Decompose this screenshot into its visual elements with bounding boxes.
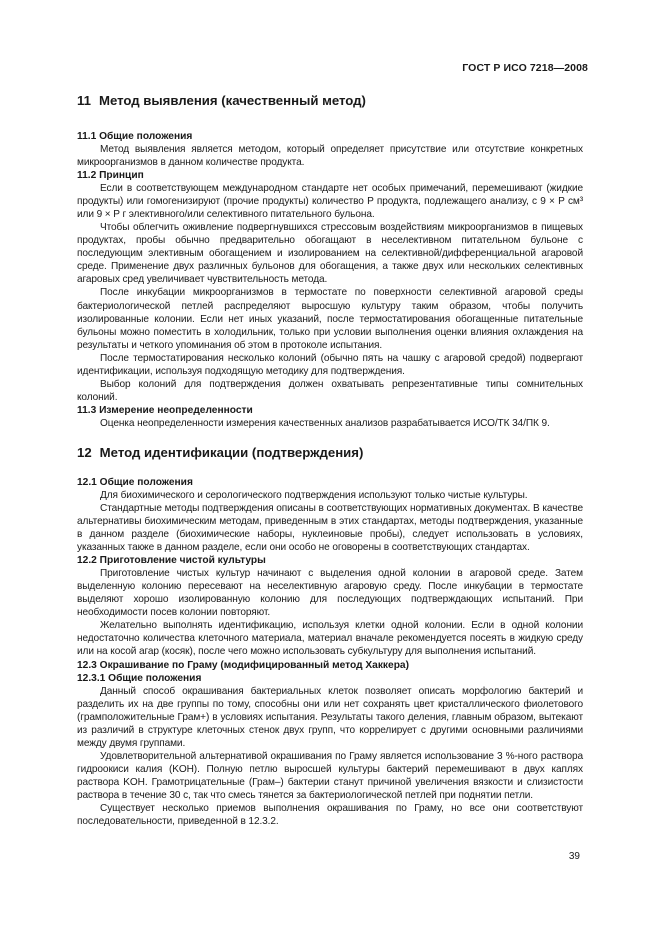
paragraph: Если в соответствующем международном стандарте нет особых примечаний, перемешивают (жидкие продукты) или гомогенизируют (прочие продукты) количество P продукта, подлежащего анализу, с 9 × P см³ или 9 × P г элективного/или селективного питательного бульона. bbox=[77, 183, 583, 221]
paragraph: Для биохимического и серологического подтверждения используют только чистые культуры. bbox=[100, 489, 528, 501]
paragraph: Метод выявления является методом, который определяет присутствие или отсутствие конкретных микроорганизмов в данном количестве продукта. bbox=[77, 144, 583, 169]
paragraph: После инкубации микроорганизмов в термостате по поверхности селективной агаровой среды бактериологической петлей распределяют выросшую культуру таким образом, чтобы получить изолированные колонии. Если нет иных указаний, после термостатирования обогащенные питательные бульоны можно поместить в холодильник, только при условии выполнения оценки влияния охлаждения на результаты и четкого упоминания об этом в протоколе испытания. bbox=[77, 287, 583, 351]
page-content bbox=[77, 92, 583, 828]
paragraph: Желательно выполнять идентификацию, используя клетки одной колонии. Если в одной колонии недостаточно количества клеточного материала, материал вначале рекомендуется посеять в жидкую среду или на косой агар (косяк), после чего можно использовать субкультуру для выполнения испытаний. bbox=[77, 620, 583, 658]
section-11-title: 11 Метод выявления (качественный метод) bbox=[77, 93, 366, 108]
heading-11-2: 11.2 Принцип bbox=[77, 170, 144, 182]
paragraph: Чтобы облегчить оживление подвергнувшихся стрессовым воздействиям микроорганизмов в пищевых продуктах, пробы обычно предварительно обогащают в неселективном питательном бульоне с последующим элективным обогащением и изолированием на селективной/дифференциальной агаровой среде. Применение двух различных бульонов для обогащения, а также двух или нескольких селективных агаровых сред увеличивает чувствительность метода. bbox=[77, 222, 583, 286]
page-number: 39 bbox=[568, 851, 580, 862]
heading-12-3-1: 12.3.1 Общие положения bbox=[77, 672, 202, 684]
paragraph: Стандартные методы подтверждения описаны в соответствующих нормативных документах. В качестве альтернативы биохимическим методам, приведенным в этих стандартах, методы подтверждения, указанные в данном разделе (биохимические наборы, нуклеиновые пробы), следует использовать в условиях, указанных также в данном разделе, если они особо не оговорены в соответствующих стандартах. bbox=[77, 502, 583, 554]
section-12-title: 12 Метод идентификации (подтверждения) bbox=[77, 444, 364, 460]
section-11-number: 11 bbox=[77, 93, 91, 108]
paragraph: Приготовление чистых культур начинают с выделения одной колонии в агаровой среде. Затем выделенную колонию пересевают на неселективную агаровую среду. После инкубации в термостате выделяют хорошо изолированную колонию для последующих подтверждающих испытаний. При необходимости посев колонии повторяют. bbox=[77, 568, 583, 619]
paragraph: Оценка неопределенности измерения качественных анализов разрабатывается ИСО/ТК 34/ПК 9. bbox=[100, 417, 550, 429]
paragraph: Удовлетворительной альтернативой окрашивания по Граму является использование 3 %-ного раствора гидроокиси калия (KOH). Полную петлю выросшей культуры бактерий перемешивают в двух каплях раствора KOH. Грамотрицательные (Грам–) бактерии станут причиной увеличения вязкости и слизистости раствора в течение 30 с, так что смесь тянется за бактериологической петлей при поднятии петли. bbox=[77, 750, 583, 801]
paragraph: После термостатирования несколько колоний (обычно пять на чашку с агаровой средой) подвергают идентификации, используя подходящую методику для подтверждения. bbox=[77, 352, 583, 377]
heading-12-3: 12.3 Окрашивание по Граму (модифицированный метод Хаккера) bbox=[77, 659, 409, 671]
heading-12-1: 12.1 Общие положения bbox=[77, 476, 193, 488]
paragraph: Выбор колоний для подтверждения должен охватывать репрезентативные типы сомнительных колоний. bbox=[77, 378, 583, 403]
paragraph: Данный способ окрашивания бактериальных клеток позволяет описать морфологию бактерий и разделить их на две группы по тому, способны они или нет сохранять цвет кристаллического фиолетового (грамположительные Грам+) в условиях испытания. Результаты такого деления, главным образом, вытекают из различий в структуре клеточных стенок двух групп, что коррелирует с другими основными различиями между двумя группами. bbox=[77, 685, 583, 749]
paragraph: Существует несколько приемов выполнения окрашивания по Граму, но все они соответствуют последовательности, приведенной в 12.3.2. bbox=[77, 802, 583, 827]
section-12-number: 12 bbox=[77, 444, 92, 460]
heading-11-3: 11.3 Измерение неопределенности bbox=[77, 404, 253, 416]
heading-12-2: 12.2 Приготовление чистой культуры bbox=[77, 555, 266, 567]
heading-11-1: 11.1 Общие положения bbox=[77, 131, 193, 142]
standard-header: ГОСТ Р ИСО 7218—2008 bbox=[462, 62, 588, 74]
